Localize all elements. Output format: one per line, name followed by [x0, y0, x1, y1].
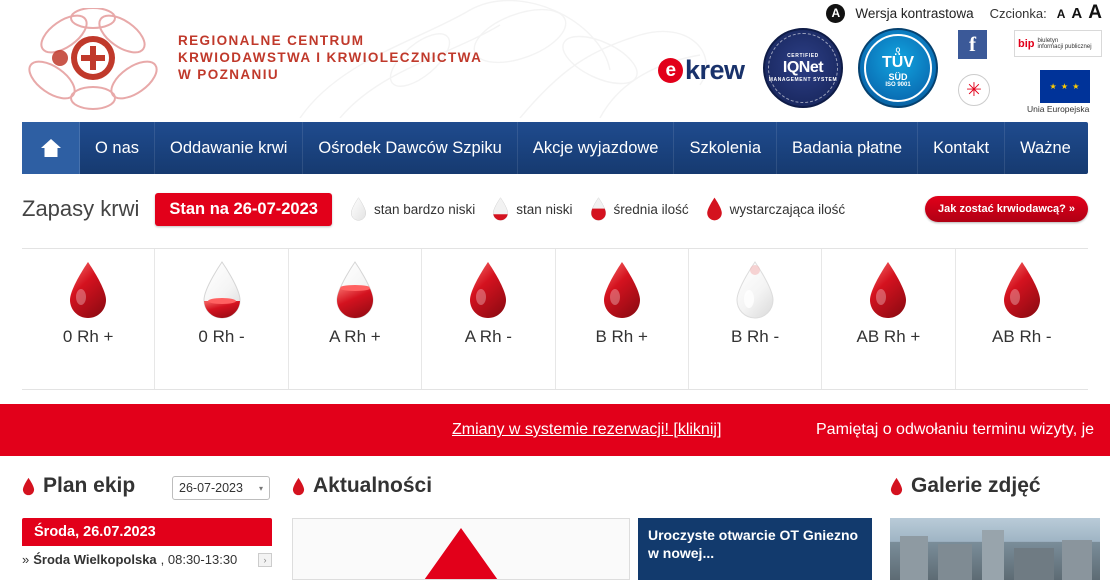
gallery-building: [900, 536, 928, 580]
legend: [350, 197, 845, 221]
rckik-logo-flower[interactable]: [22, 8, 172, 113]
bip-label: bip: [1018, 37, 1035, 50]
blood-group-cell[interactable]: [556, 249, 689, 389]
nav-item-kontakt[interactable]: Kontakt: [918, 122, 1005, 174]
plan-entry-time: , 08:30-13:30: [160, 552, 238, 567]
gallery-building: [1062, 540, 1092, 580]
drop-bullet-icon: [890, 477, 903, 496]
drop-icon-sufficient: [467, 261, 509, 319]
plan-date-value: 26-07-2023: [179, 481, 243, 495]
home-icon: [40, 138, 62, 158]
aktualnosci-column: [292, 474, 872, 498]
news-featured-image[interactable]: [292, 518, 630, 580]
blood-supplies-title: Zapasy krwi: [22, 196, 140, 221]
tuv-ring: [864, 34, 932, 102]
nav-item-akcje-wyjazdowe[interactable]: Akcje wyjazdowe: [518, 122, 675, 174]
blood-group-label: AB Rh -: [992, 327, 1052, 346]
status-badge: Stan na 26-07-2023: [155, 193, 332, 226]
plan-entry-row[interactable]: [22, 552, 272, 567]
font-size-medium[interactable]: A: [1071, 5, 1083, 22]
accessibility-controls: [826, 2, 1102, 24]
drop-icon-sufficient: [67, 261, 109, 319]
tuv-sub-label: SÜD: [888, 72, 908, 82]
blood-group-cell[interactable]: [422, 249, 555, 389]
drop-bullet-icon: [22, 477, 35, 496]
ekrew-e-icon: e: [658, 58, 683, 83]
plan-entry-bullet: »: [22, 552, 30, 567]
site-title-line-1: REGIONALNE CENTRUM: [178, 33, 365, 48]
blood-group-label: A Rh +: [329, 327, 381, 346]
font-size-small[interactable]: A: [1056, 7, 1066, 21]
main-navigation: [22, 122, 1088, 174]
warning-triangle-icon: [417, 528, 505, 580]
drop-icon-very-low: [734, 261, 776, 319]
content-columns: [0, 466, 1110, 580]
legend-label-sufficient: wystarczająca ilość: [729, 201, 846, 217]
legend-label-low: stan niski: [516, 201, 573, 217]
blood-group-cell[interactable]: [289, 249, 422, 389]
blood-group-label: B Rh -: [730, 327, 780, 346]
blood-group-label: AB Rh +: [856, 327, 921, 346]
drop-icon-sufficient: [1001, 261, 1043, 319]
tuv-bottom-label: ISO 9001: [885, 82, 911, 88]
gallery-thumbnail[interactable]: [890, 518, 1100, 580]
nav-home-button[interactable]: [22, 122, 80, 174]
nav-item-oddawanie-krwi[interactable]: Oddawanie krwi: [155, 122, 303, 174]
legend-item-sufficient: [706, 197, 846, 221]
bip-subtitle: [1038, 38, 1092, 50]
drop-icon-medium: [590, 197, 607, 221]
font-size-large[interactable]: A: [1088, 2, 1102, 23]
asterisk-icon[interactable]: ✳: [958, 74, 990, 106]
blood-group-cell[interactable]: [22, 249, 155, 389]
ticker-link[interactable]: Zmiany w systemie rezerwacji! [kliknij]: [452, 421, 722, 438]
site-header: [0, 0, 1110, 118]
iqnet-main-label: IQNet: [782, 59, 824, 76]
announcement-ticker: [0, 404, 1110, 456]
legend-label-very-low: stan bardzo niski: [373, 201, 476, 217]
font-size-label: Czcionka:: [989, 5, 1047, 21]
site-title-line-3: W POZNANIU: [178, 67, 279, 82]
nav-item-wazne[interactable]: Ważne: [1020, 138, 1071, 157]
gallery-building: [982, 530, 1004, 580]
drop-icon-medium: [334, 261, 376, 319]
legend-item-very-low: [350, 197, 475, 221]
drop-icon-very-low: [350, 197, 367, 221]
facebook-icon[interactable]: f: [958, 30, 987, 59]
blood-group-cell[interactable]: [689, 249, 822, 389]
plan-day-header: Środa, 26.07.2023: [22, 518, 272, 546]
drop-bullet-icon: [292, 477, 305, 496]
iqnet-ring: [768, 33, 838, 103]
contrast-icon[interactable]: A: [826, 4, 845, 23]
iqnet-top-label: CERTIFIED: [787, 53, 819, 59]
iqnet-bottom-label: MANAGEMENT SYSTEM: [768, 77, 838, 83]
bip-badge[interactable]: [1014, 30, 1102, 57]
become-donor-button[interactable]: Jak zostać krwiodawcą? »: [925, 196, 1088, 222]
drop-icon-sufficient: [601, 261, 643, 319]
tuv-certificate-icon: [858, 28, 938, 108]
news-card[interactable]: Uroczyste otwarcie OT Gniezno w nowej...: [638, 518, 872, 580]
eu-stars: ★ ★ ★: [1049, 82, 1081, 91]
gallery-building: [1014, 548, 1054, 580]
aktualnosci-title: Aktualności: [313, 474, 433, 497]
legend-item-medium: [590, 197, 689, 221]
font-size-controls: [1057, 2, 1102, 24]
nav-item-osrodek-dawcow-szpiku[interactable]: Ośrodek Dawców Szpiku: [303, 122, 517, 174]
eu-label: Unia Europejska: [1027, 104, 1090, 114]
site-title-line-2: KRWIODAWSTWA I KRWIOLECZNICTWA: [178, 50, 483, 65]
plan-entry-place: Środa Wielkopolska: [33, 552, 157, 567]
drop-icon-low: [492, 197, 509, 221]
drop-icon-sufficient: [706, 197, 723, 221]
chevron-down-icon: ▾: [258, 483, 263, 493]
drop-icon-low: [201, 261, 243, 319]
contrast-label[interactable]: Wersja kontrastowa: [855, 5, 974, 21]
blood-group-cell[interactable]: [956, 249, 1088, 389]
tuv-top-label: Q: [895, 48, 901, 54]
bip-subtitle-line-1: biuletyn: [1037, 37, 1059, 44]
legend-item-low: [492, 197, 572, 221]
gallery-building: [938, 544, 972, 580]
galerie-title: Galerie zdjęć: [911, 474, 1041, 497]
blood-group-label: A Rh -: [464, 327, 512, 346]
ticker-text: Pamiętaj o odwołaniu terminu wizyty, je: [816, 421, 1095, 438]
bip-subtitle-line-2: informacji publicznej: [1037, 43, 1092, 50]
aktualnosci-heading: [292, 474, 872, 498]
blood-group-cell[interactable]: [155, 249, 288, 389]
iqnet-certificate-icon: [763, 28, 843, 108]
galerie-heading: [890, 474, 1090, 498]
plan-entry-chevron-icon[interactable]: ›: [258, 553, 272, 567]
ekrew-label: krew: [685, 55, 745, 85]
plan-ekip-title: Plan ekip: [43, 474, 136, 497]
blood-group-grid: [22, 248, 1088, 390]
plan-date-select[interactable]: [172, 476, 270, 500]
tuv-main-label: TÜV: [882, 54, 914, 71]
site-title: [178, 32, 482, 83]
drop-icon-sufficient: [867, 261, 909, 319]
blood-group-label: 0 Rh -: [198, 327, 245, 346]
blood-supplies-bar: [22, 182, 1088, 236]
blood-group-cell[interactable]: [822, 249, 955, 389]
legend-label-medium: średnia ilość: [613, 201, 689, 217]
blood-group-label: B Rh +: [595, 327, 648, 346]
blood-group-label: 0 Rh +: [62, 327, 114, 346]
galerie-column: [890, 474, 1090, 498]
nav-item-o-nas[interactable]: O nas: [80, 122, 155, 174]
eu-flag-icon: [1040, 70, 1090, 103]
nav-item-szkolenia[interactable]: Szkolenia: [674, 122, 777, 174]
ekrew-logo[interactable]: [658, 55, 745, 86]
nav-item-badania-platne[interactable]: Badania płatne: [777, 122, 918, 174]
